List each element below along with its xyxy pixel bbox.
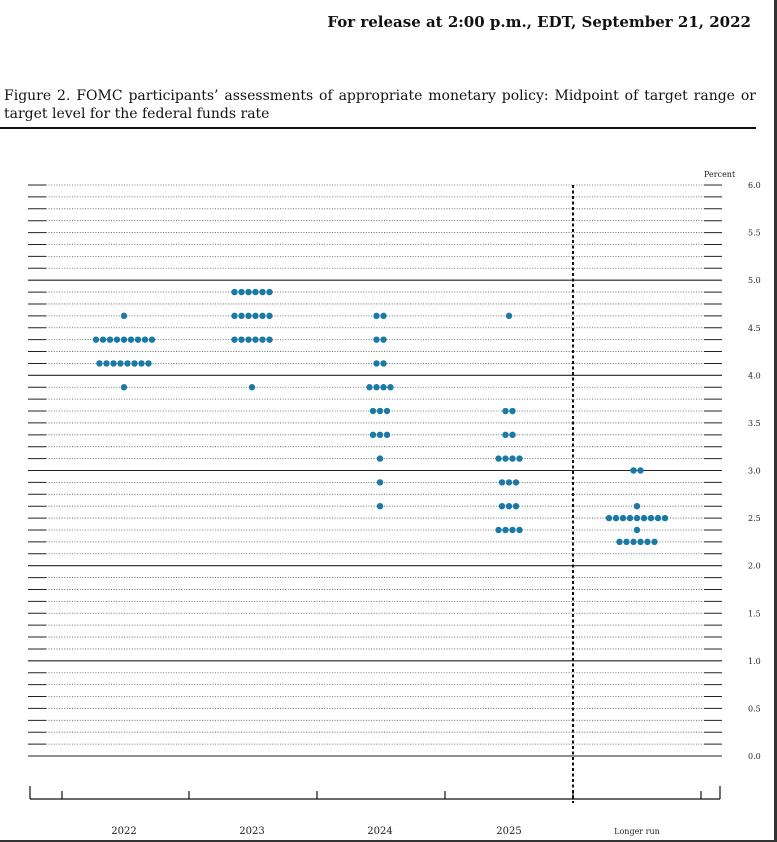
x-category-label: 2024: [367, 826, 393, 837]
participant-dot: [128, 336, 134, 342]
y-tick-label: 3.5: [748, 418, 761, 428]
participant-dot: [117, 360, 123, 366]
y-tick-label: 0.0: [748, 752, 761, 761]
participant-dot: [641, 515, 647, 521]
x-axis: [30, 185, 720, 803]
participant-dot: [634, 503, 640, 509]
participant-dot: [506, 503, 512, 509]
participant-dot: [131, 360, 137, 366]
participant-dot: [502, 455, 508, 461]
participant-dot: [499, 503, 505, 509]
participant-dot: [370, 432, 376, 438]
participant-dot: [252, 336, 258, 342]
participant-dot: [370, 408, 376, 414]
participant-dot: [637, 539, 643, 545]
x-category-label: 2023: [239, 826, 265, 837]
participant-dot: [623, 539, 629, 545]
participant-dot: [138, 360, 144, 366]
release-notice: For release at 2:00 p.m., EDT, September 21, 2022: [327, 13, 751, 31]
participant-dot: [377, 455, 383, 461]
participant-dot: [627, 515, 633, 521]
participant-dot: [142, 336, 148, 342]
participant-dot: [252, 313, 258, 319]
participant-dot: [644, 539, 650, 545]
participant-dot: [373, 360, 379, 366]
y-tick-label: 5.0: [748, 276, 761, 286]
participant-dot: [516, 527, 522, 533]
participant-dot: [259, 313, 265, 319]
participant-dot: [110, 360, 116, 366]
dot-plot-chart: [0, 165, 777, 842]
participant-dot: [502, 527, 508, 533]
gridlines: [28, 185, 722, 756]
participant-dot: [630, 539, 636, 545]
participant-dot: [238, 313, 244, 319]
participant-dot: [377, 408, 383, 414]
participant-dot: [259, 289, 265, 295]
participant-dot: [266, 289, 272, 295]
participant-dot: [238, 336, 244, 342]
participant-dot: [377, 503, 383, 509]
participant-dot: [266, 336, 272, 342]
participant-dot: [509, 527, 515, 533]
participant-dot: [107, 336, 113, 342]
participant-dot: [135, 336, 141, 342]
participant-dot: [509, 432, 515, 438]
participant-dot: [245, 313, 251, 319]
participant-dot: [648, 515, 654, 521]
participant-dot: [149, 336, 155, 342]
dots-layer: [93, 289, 668, 545]
participant-dot: [366, 384, 372, 390]
y-tick-label: 6.0: [748, 181, 761, 190]
figure-title: Figure 2. FOMC participants’ assessments of appropriate monetary policy: Midpoint of target range or target level for the federal funds rate: [4, 88, 756, 122]
participant-dot: [506, 313, 512, 319]
participant-dot: [506, 479, 512, 485]
participant-dot: [245, 336, 251, 342]
participant-dot: [513, 503, 519, 509]
x-category-label: 2022: [111, 826, 137, 837]
y-tick-label: 3.0: [748, 466, 761, 476]
participant-dot: [509, 408, 515, 414]
participant-dot: [377, 479, 383, 485]
participant-dot: [93, 336, 99, 342]
participant-dot: [606, 515, 612, 521]
participant-dot: [616, 539, 622, 545]
x-category-label: Longer run: [614, 827, 660, 836]
y-tick-label: 2.5: [748, 514, 761, 524]
participant-dot: [387, 384, 393, 390]
participant-dot: [121, 313, 127, 319]
participant-dot: [384, 408, 390, 414]
participant-dot: [266, 313, 272, 319]
participant-dot: [121, 336, 127, 342]
participant-dot: [231, 289, 237, 295]
participant-dot: [259, 336, 265, 342]
participant-dot: [502, 408, 508, 414]
participant-dot: [662, 515, 668, 521]
title-rule: [0, 127, 756, 129]
participant-dot: [384, 432, 390, 438]
y-axis-label: Percent: [704, 170, 736, 179]
participant-dot: [231, 313, 237, 319]
participant-dot: [634, 527, 640, 533]
y-tick-label: 1.0: [748, 656, 761, 666]
participant-dot: [249, 384, 255, 390]
participant-dot: [620, 515, 626, 521]
participant-dot: [103, 360, 109, 366]
participant-dot: [513, 479, 519, 485]
participant-dot: [380, 384, 386, 390]
participant-dot: [502, 432, 508, 438]
participant-dot: [380, 313, 386, 319]
participant-dot: [231, 336, 237, 342]
participant-dot: [499, 479, 505, 485]
participant-dot: [651, 539, 657, 545]
participant-dot: [373, 336, 379, 342]
participant-dot: [121, 384, 127, 390]
participant-dot: [509, 455, 515, 461]
y-tick-label: 5.5: [748, 228, 761, 238]
participant-dot: [495, 455, 501, 461]
participant-dot: [245, 289, 251, 295]
participant-dot: [495, 527, 501, 533]
participant-dot: [100, 336, 106, 342]
participant-dot: [655, 515, 661, 521]
participant-dot: [145, 360, 151, 366]
x-category-label: 2025: [496, 826, 522, 837]
y-tick-label: 2.0: [748, 561, 761, 571]
participant-dot: [634, 515, 640, 521]
participant-dot: [96, 360, 102, 366]
participant-dot: [124, 360, 130, 366]
participant-dot: [238, 289, 244, 295]
participant-dot: [373, 313, 379, 319]
participant-dot: [630, 467, 636, 473]
participant-dot: [373, 384, 379, 390]
participant-dot: [516, 455, 522, 461]
y-tick-label: 4.0: [748, 371, 761, 381]
y-tick-label: 0.5: [748, 704, 761, 714]
participant-dot: [380, 336, 386, 342]
participant-dot: [637, 467, 643, 473]
labels-layer: [111, 170, 760, 837]
y-tick-label: 1.5: [748, 609, 761, 619]
participant-dot: [613, 515, 619, 521]
participant-dot: [377, 432, 383, 438]
participant-dot: [380, 360, 386, 366]
y-tick-label: 4.5: [748, 323, 761, 333]
participant-dot: [114, 336, 120, 342]
participant-dot: [252, 289, 258, 295]
